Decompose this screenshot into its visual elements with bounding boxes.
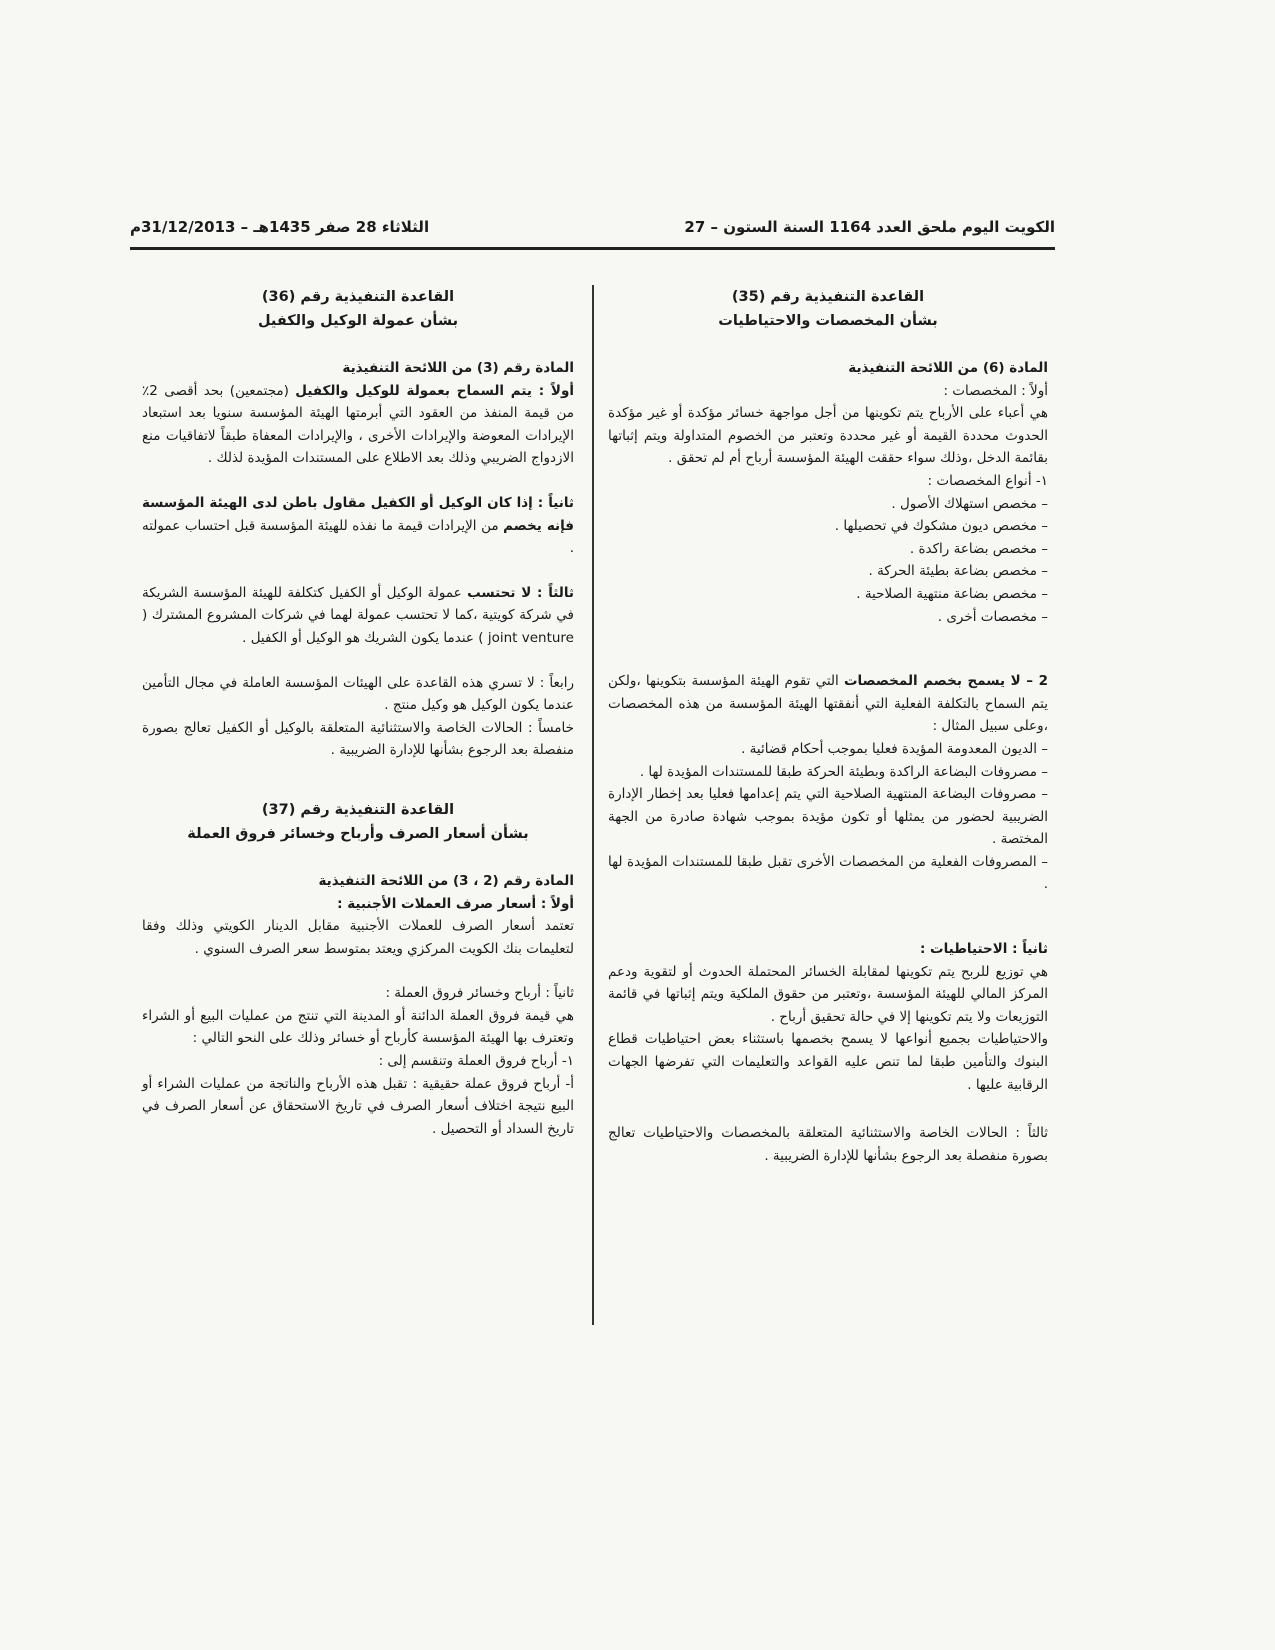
- rule35-type-item: – مخصص بضاعة بطيئة الحركة .: [868, 563, 1048, 580]
- rule36-fourth-text: رابعاً : لا تسري هذه القاعدة على الهيئات المؤسسة العاملة في مجال التأمين عندما يكون الوكيل هو وكيل منتج .: [142, 674, 574, 714]
- right-column: [608, 285, 1048, 1167]
- rule35-article-heading: المادة (6) من اللائحة التنفيذية: [848, 360, 1048, 376]
- rule37-first-text: تعتمد أسعار الصرف للعملات الأجنبية مقابل الدينار الكويتي وذلك وفقا لتعليمات بنك الكويت المركزي ويعتد بمتوسط سعر الصرف السنوي .: [142, 918, 574, 957]
- page-header: [130, 218, 1055, 244]
- rule36-second-lead: ثانياً : إذا كان الوكيل أو الكفيل مقاول باطن لدى الهيئة المؤسسة فإنه يخصم: [142, 494, 574, 534]
- rule35-type-item: – مخصص بضاعة منتهية الصلاحية .: [856, 585, 1048, 602]
- rule36-first-text: (مجتمعين) بحد أقصى 2٪ من قيمة المنفذ من العقود التي أبرمتها الهيئة المؤسسة سنويا بعد استبعاد الإيرادات المعوضة والإيرادات الأخرى ، والإيرادات المعفاة طبقاً لاتفاقيات منع الازدواج الضريبي وذلك بعد الاطلاع على المستندات المؤيدة لذلك .: [142, 382, 574, 467]
- rule35-point2-item: – مصروفات البضاعة الراكدة وبطيئة الحركة طبقا للمستندات المؤيدة لها .: [639, 763, 1048, 780]
- left-column: [142, 285, 574, 1140]
- rule36-third-text: عمولة الوكيل أو الكفيل كتكلفة للهيئة المؤسسة الشريكة في شركة كويتية ،كما لا تحتسب عمولة لهما في شركات المشروع المشترك ( joint venture ) عندما يكون الشريك هو الوكيل أو الكفيل .: [142, 584, 574, 646]
- rule36-first-paragraph: [142, 380, 574, 470]
- rule36-first-lead: أولاً : يتم السماح بعمولة للوكيل والكفيل: [295, 382, 574, 399]
- rule35-point2-text: التي تقوم الهيئة المؤسسة بتكوينها ،ولكن يتم السماح بالتكلفة الفعلية التي أنفقتها الهيئة المؤسسة من هذه المخصصات ،وعلى سبيل المثال :: [608, 673, 1048, 735]
- rule36-title: القاعدة التنفيذية رقم (36): [261, 289, 455, 305]
- rule36-fifth-text: خامساً : الحالات الخاصة والاستثنائية المتعلقة بالوكيل أو الكفيل تعالج بصورة منفصلة بعد الرجوع بشأنها للإدارة الضريبية .: [142, 719, 574, 759]
- rule37-second-label: ثانياً : أرباح وخسائر فروق العملة :: [385, 985, 574, 1002]
- rule36-subtitle: بشأن عمولة الوكيل والكفيل: [257, 313, 459, 329]
- rule35-second-text-2: والاحتياطيات بجميع أنواعها لا يسمح بخصمها باستثناء بعض احتياطيات قطاع البنوك والتأمين طبقا لما تنص عليه القواعد والتعليمات التي تفرضها الجهات الرقابية عليها .: [608, 1031, 1048, 1093]
- rule35-point2-lead: 2 – لا يسمح بخصم المخصصات: [843, 673, 1048, 690]
- header-rule: [130, 247, 1055, 250]
- rule37-first-label: أولاً : أسعار صرف العملات الأجنبية :: [337, 895, 574, 912]
- rule37-second-text: هي قيمة فروق العملة الدائنة أو المدينة التي تنتج من عمليات البيع أو الشراء وتعترف بها الهيئة المؤسسة كأرباح أو خسائر وذلك على النحو التالي :: [142, 1007, 574, 1047]
- rule35-type-item: – مخصص بضاعة راكدة .: [909, 540, 1048, 557]
- rule37-article-heading: المادة رقم (2 ، 3) من اللائحة التنفيذية: [318, 872, 574, 889]
- rule35-types-heading: ١- أنواع المخصصات :: [927, 472, 1048, 489]
- rule35-type-item: – مخصصات أخرى .: [937, 608, 1048, 625]
- rule35-subtitle: بشأن المخصصات والاحتياطيات: [718, 313, 938, 329]
- rule35-title: القاعدة التنفيذية رقم (35): [731, 289, 925, 305]
- rule35-type-item: – مخصص ديون مشكوك في تحصيلها .: [834, 518, 1048, 535]
- rule37-item-1: ١- أرباح فروق العملة وتنقسم إلى :: [378, 1053, 574, 1070]
- rule37-subtitle: بشأن أسعار الصرف وأرباح وخسائر فروق العملة: [187, 825, 529, 842]
- rule35-first-label: أولاً : المخصصات :: [943, 382, 1048, 399]
- rule35-type-item: – مخصص استهلاك الأصول .: [891, 495, 1048, 512]
- rule36-second-text: من الإيرادات قيمة ما نفذه للهيئة المؤسسة قبل احتساب عمولته .: [142, 517, 574, 557]
- header-publication-info: الكويت اليوم ملحق العدد 1164 السنة الستون – 27: [684, 218, 1055, 236]
- rule36-article-heading: المادة رقم (3) من اللائحة التنفيذية: [342, 360, 574, 376]
- rule35-point2-item: – مصروفات البضاعة المنتهية الصلاحية التي يتم إعدامها فعليا بعد إخطار الإدارة الضريبية لحضور من يمثلها أو تكون مؤيدة بموجب شهادة صادرة من الجهة المختصة .: [608, 786, 1048, 848]
- rule37-item-a: أ- أرباح فروق عملة حقيقية : تقبل هذه الأرباح والناتجة من عمليات الشراء أو البيع نتيجة اختلاف أسعار الصرف في تاريخ الاستحقاق عن أسعار الصرف في تاريخ السداد أو التحصيل .: [142, 1075, 574, 1137]
- rule35-second-text-1: هي توزيع للربح يتم تكوينها لمقابلة الخسائر المحتملة الحدوث أو لتقوية ودعم المركز المالي للهيئة المؤسسة ،وتعتبر من حقوق الملكية ويتم إثباتها في قائمة التوزيعات ولا يتم تكوينها إلا في حالة تحقيق أرباح .: [608, 963, 1048, 1025]
- rule35-point2-item: – المصروفات الفعلية من المخصصات الأخرى تقبل طبقا للمستندات المؤيدة لها .: [608, 853, 1048, 893]
- rule36-third-paragraph: [142, 582, 574, 650]
- rule36-third-lead: ثالثاً : لا تحتسب: [467, 584, 574, 601]
- rule37-title: القاعدة التنفيذية رقم (37): [261, 801, 455, 818]
- rule35-point2-item: – الديون المعدومة المؤيدة فعليا بموجب أحكام قضائية .: [741, 740, 1048, 757]
- column-divider: [592, 285, 594, 1325]
- rule35-second-label: ثانياً : الاحتياطيات :: [919, 941, 1048, 958]
- header-date: الثلاثاء 28 صفر 1435هـ – 31/12/2013م: [130, 218, 430, 236]
- rule35-point2-paragraph: [608, 670, 1048, 738]
- rule35-third-text: ثالثاً : الحالات الخاصة والاستثنائية المتعلقة بالمخصصات والاحتياطيات تعالج بصورة منفصلة بعد الرجوع بشأنها للإدارة الضريبية .: [608, 1125, 1048, 1164]
- rule36-second-paragraph: [142, 492, 574, 560]
- rule35-first-text: هي أعباء على الأرباح يتم تكوينها من أجل مواجهة خسائر مؤكدة أو غير مؤكدة الحدوث محددة القيمة أو غير محددة وتعتبر من الخصوم المتداولة ويتم إثباتها بقائمة الدخل ،وذلك سواء حققت الهيئة المؤسسة أرباح أم لم تحقق .: [608, 405, 1048, 467]
